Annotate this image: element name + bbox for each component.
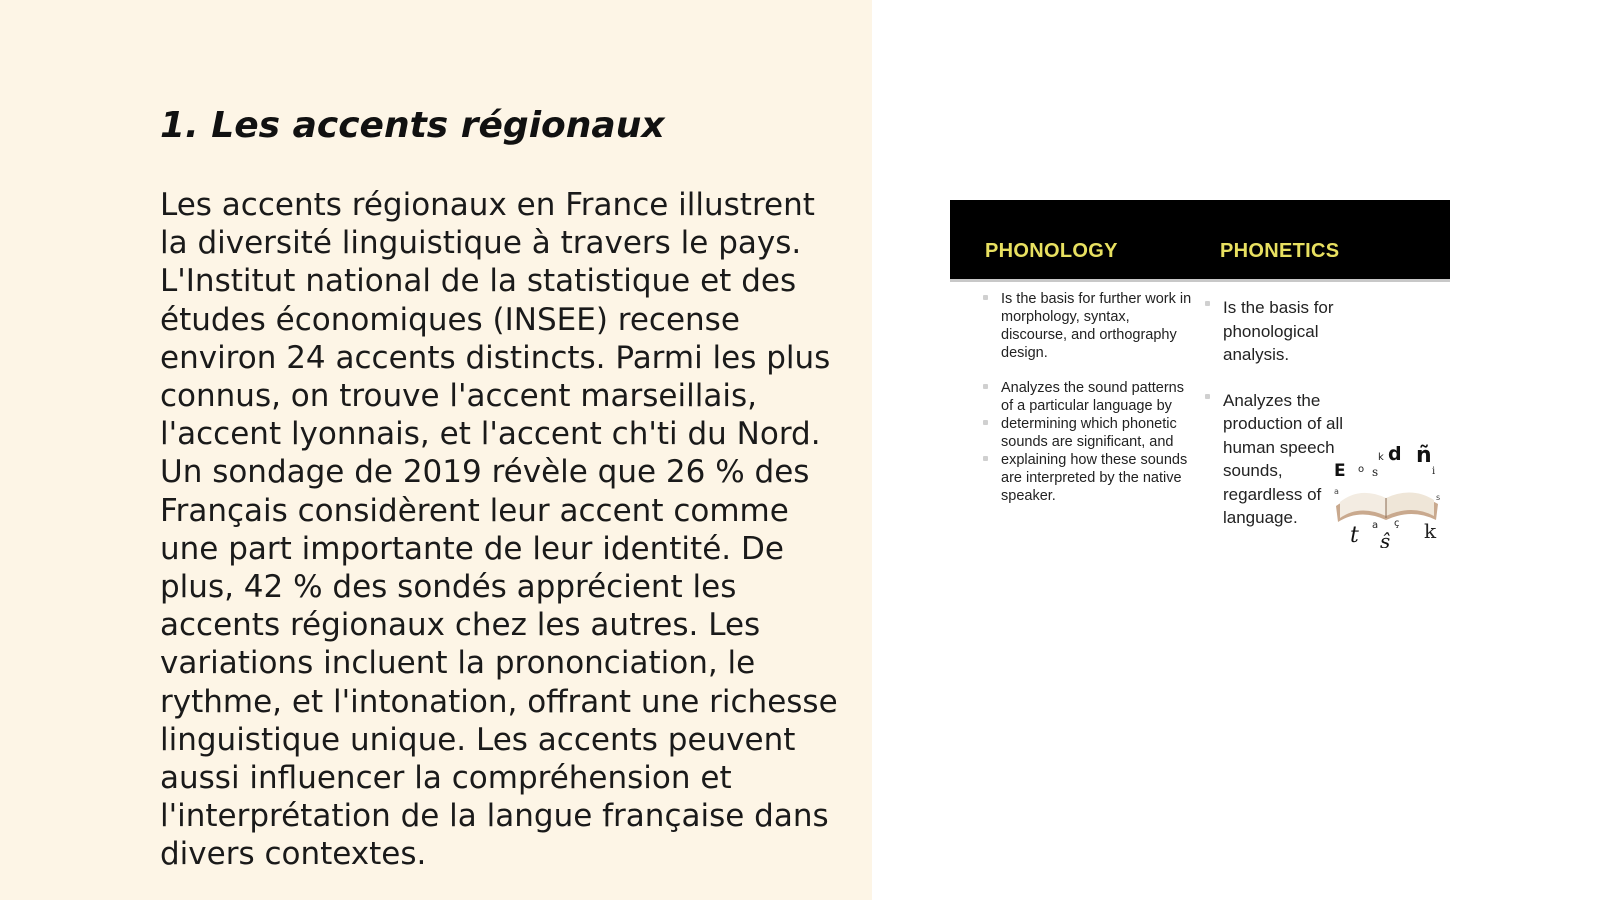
bullet-icon — [1205, 394, 1210, 399]
svg-text:s: s — [1372, 465, 1379, 479]
bullet-icon — [983, 420, 988, 425]
list-item: determining which phonetic sounds are significant, and — [983, 415, 1193, 451]
bullet-icon — [983, 295, 988, 300]
list-item: Analyzes the production of all human speech sounds, regardless of language. — [1205, 389, 1355, 530]
image-header-bar — [950, 200, 1450, 279]
bullet-icon — [983, 456, 988, 461]
phonology-heading: PHONOLOGY — [985, 240, 1118, 262]
open-book-letters-icon — [1328, 428, 1446, 548]
svg-text:a: a — [1334, 487, 1339, 496]
body-paragraph: Les accents régionaux en France illustrent la diversité linguistique à travers le pays. L'Institut national de la statistique et des études économiques (INSEE) recense environ 24 accents distincts. Parmi les plus connus, on trouve l'accent marseillais, l'accent lyonnais, et l'accent ch'ti du Nord. Un sondage de 2019 révèle que 26 % des Français considèrent leur accent comme une part importante de leur identité. De plus, 42 % des sondés apprécient les accents régionaux chez les autres. Les variations incluent la prononciation, le rythme, et l'intonation, offrant une richesse linguistique unique. Les accents peuvent aussi influencer la compréhension et l'interprétation de la langue française dans divers contextes. — [160, 187, 838, 873]
list-item: Is the basis for phonological analysis. — [1205, 296, 1355, 367]
svg-text:k: k — [1424, 519, 1437, 543]
svg-text:i: i — [1432, 466, 1436, 477]
svg-text:d: d — [1388, 443, 1402, 465]
header-divider — [950, 279, 1450, 282]
phonology-list — [983, 290, 1193, 505]
svg-text:ñ: ñ — [1416, 443, 1432, 468]
list-item: Is the basis for further work in morphology, syntax, discourse, and orthography design. — [983, 290, 1193, 362]
slide-title: 1. Les accents régionaux — [160, 105, 665, 146]
svg-text:o: o — [1358, 464, 1365, 475]
svg-text:s: s — [1436, 493, 1441, 502]
bullet-icon — [983, 384, 988, 389]
phonetics-heading: PHONETICS — [1220, 240, 1340, 262]
list-item: Analyzes the sound patterns of a particular language by — [983, 379, 1193, 415]
list-item: explaining how these sounds are interpreted by the native speaker. — [983, 451, 1193, 505]
svg-text:E: E — [1334, 461, 1346, 481]
svg-text:a: a — [1372, 520, 1379, 531]
svg-text:ŝ: ŝ — [1380, 529, 1391, 548]
svg-text:k: k — [1378, 452, 1384, 463]
phonology-phonetics-image — [950, 200, 1450, 570]
bullet-icon — [1205, 301, 1210, 306]
svg-text:ç: ç — [1394, 518, 1400, 529]
svg-text:t: t — [1350, 523, 1359, 548]
